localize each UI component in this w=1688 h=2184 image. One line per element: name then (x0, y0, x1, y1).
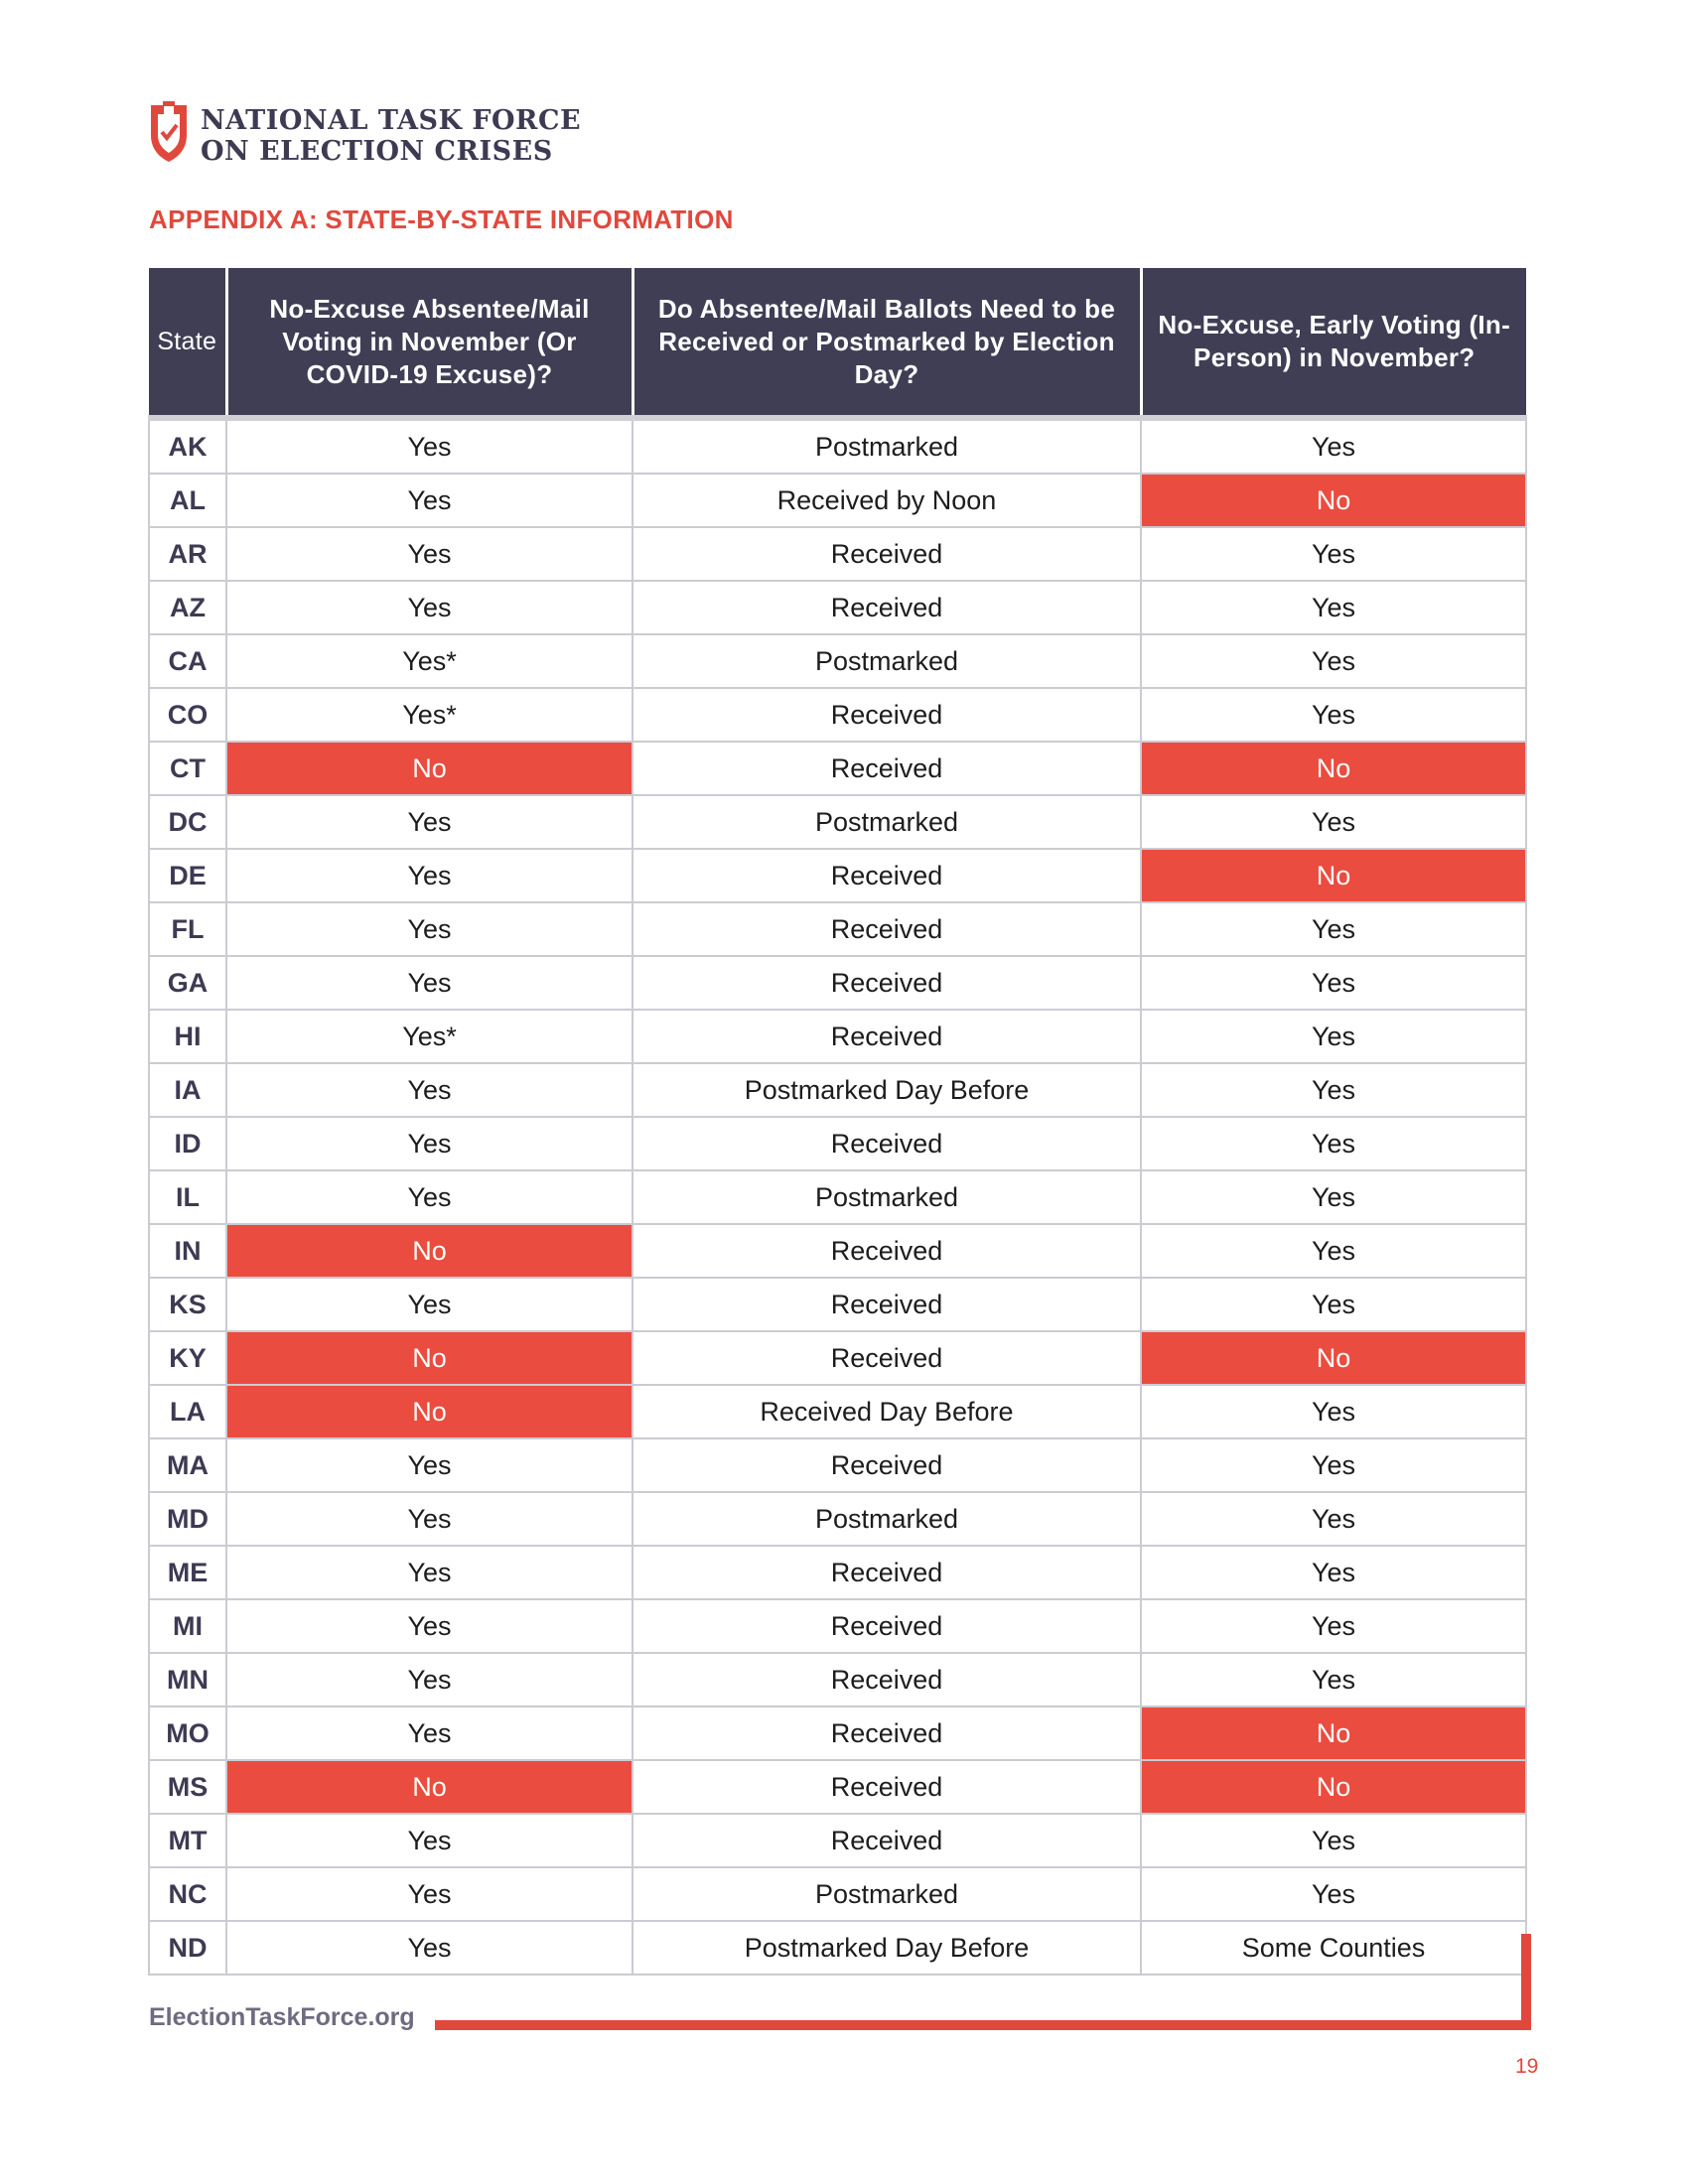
table-row (149, 1706, 1526, 1760)
state-cell: CO (149, 688, 226, 742)
mail-voting-cell: Yes (226, 1492, 633, 1546)
early-voting-cell: Yes (1141, 902, 1526, 956)
early-voting-cell: No (1141, 474, 1526, 527)
state-cell: DE (149, 849, 226, 902)
table-row (149, 1224, 1526, 1278)
state-cell: ME (149, 1546, 226, 1599)
ballot-shield-icon (147, 101, 191, 163)
state-cell: CT (149, 742, 226, 795)
early-voting-cell: Yes (1141, 1117, 1526, 1170)
early-voting-cell: Yes (1141, 1438, 1526, 1492)
state-cell: LA (149, 1385, 226, 1438)
mail-voting-cell: No (226, 1385, 633, 1438)
mail-voting-cell: Yes (226, 1867, 633, 1921)
early-voting-cell: Yes (1141, 1653, 1526, 1706)
table-row (149, 1814, 1526, 1867)
state-cell: IL (149, 1170, 226, 1224)
mail-voting-cell: No (226, 1760, 633, 1814)
received-postmarked-cell: Received (633, 1438, 1141, 1492)
mail-voting-cell: Yes (226, 1814, 633, 1867)
received-postmarked-cell: Received (633, 527, 1141, 581)
received-postmarked-cell: Received (633, 1653, 1141, 1706)
early-voting-cell: Yes (1141, 581, 1526, 634)
table-header-row (149, 268, 1526, 418)
table-row (149, 527, 1526, 581)
early-voting-cell: Yes (1141, 1224, 1526, 1278)
section-title: APPENDIX A: STATE-BY-STATE INFORMATION (149, 205, 734, 234)
state-cell: DC (149, 795, 226, 849)
mail-voting-cell: Yes (226, 474, 633, 527)
received-postmarked-cell: Received (633, 1546, 1141, 1599)
mail-voting-cell: Yes (226, 1170, 633, 1224)
early-voting-cell: No (1141, 1331, 1526, 1385)
early-voting-cell: No (1141, 849, 1526, 902)
brand-name-line1: NATIONAL TASK FORCE (201, 105, 582, 136)
table-row (149, 1599, 1526, 1653)
received-postmarked-cell: Postmarked (633, 795, 1141, 849)
mail-voting-cell: Yes (226, 1653, 633, 1706)
early-voting-cell: Yes (1141, 1010, 1526, 1063)
state-info-table (148, 268, 1527, 1976)
mail-voting-cell: Yes (226, 527, 633, 581)
received-postmarked-cell: Received (633, 688, 1141, 742)
table-row (149, 1653, 1526, 1706)
mail-voting-cell: Yes* (226, 688, 633, 742)
brand-name (201, 105, 581, 167)
brand-name-line2: ON ELECTION CRISES (201, 136, 553, 167)
received-postmarked-cell: Postmarked Day Before (633, 1921, 1141, 1975)
early-voting-cell: Yes (1141, 795, 1526, 849)
table-row (149, 1010, 1526, 1063)
received-postmarked-cell: Received (633, 1599, 1141, 1653)
state-cell: AL (149, 474, 226, 527)
received-postmarked-cell: Received (633, 956, 1141, 1010)
state-cell: HI (149, 1010, 226, 1063)
mail-voting-cell: No (226, 742, 633, 795)
table-row (149, 742, 1526, 795)
early-voting-cell: Yes (1141, 1599, 1526, 1653)
early-voting-cell: Yes (1141, 1546, 1526, 1599)
early-voting-cell: No (1141, 1760, 1526, 1814)
header-state: State (149, 268, 226, 418)
mail-voting-cell: Yes (226, 849, 633, 902)
mail-voting-cell: No (226, 1224, 633, 1278)
mail-voting-cell: Yes (226, 1546, 633, 1599)
early-voting-cell: Yes (1141, 1278, 1526, 1331)
state-cell: ND (149, 1921, 226, 1975)
received-postmarked-cell: Received (633, 742, 1141, 795)
received-postmarked-cell: Postmarked Day Before (633, 1063, 1141, 1117)
state-cell: MN (149, 1653, 226, 1706)
table-row (149, 1760, 1526, 1814)
table-row (149, 1385, 1526, 1438)
state-cell: MD (149, 1492, 226, 1546)
received-postmarked-cell: Received (633, 1814, 1141, 1867)
page-number: 19 (1515, 2055, 1539, 2078)
mail-voting-cell: Yes (226, 418, 633, 474)
received-postmarked-cell: Received (633, 581, 1141, 634)
state-cell: IA (149, 1063, 226, 1117)
received-postmarked-cell: Postmarked (633, 1867, 1141, 1921)
mail-voting-cell: Yes (226, 1117, 633, 1170)
mail-voting-cell: Yes (226, 581, 633, 634)
state-cell: FL (149, 902, 226, 956)
early-voting-cell: Yes (1141, 1170, 1526, 1224)
received-postmarked-cell: Postmarked (633, 418, 1141, 474)
table-row (149, 956, 1526, 1010)
table-row (149, 1438, 1526, 1492)
early-voting-cell: Some Counties (1141, 1921, 1526, 1975)
footer-url[interactable]: ElectionTaskForce.org (149, 2003, 415, 2031)
early-voting-cell: Yes (1141, 1385, 1526, 1438)
mail-voting-cell: Yes (226, 1063, 633, 1117)
table-row (149, 1921, 1526, 1975)
mail-voting-cell: Yes (226, 956, 633, 1010)
state-cell: KY (149, 1331, 226, 1385)
state-cell: ID (149, 1117, 226, 1170)
footer-divider (435, 2020, 1531, 2030)
state-cell: MS (149, 1760, 226, 1814)
table-row (149, 1867, 1526, 1921)
table-row (149, 1331, 1526, 1385)
mail-voting-cell: No (226, 1331, 633, 1385)
footer-corner-accent (1521, 1934, 1531, 2030)
early-voting-cell: Yes (1141, 1492, 1526, 1546)
table-row (149, 1492, 1526, 1546)
mail-voting-cell: Yes (226, 1706, 633, 1760)
mail-voting-cell: Yes (226, 902, 633, 956)
state-cell: CA (149, 634, 226, 688)
state-cell: MT (149, 1814, 226, 1867)
received-postmarked-cell: Received by Noon (633, 474, 1141, 527)
early-voting-cell: Yes (1141, 956, 1526, 1010)
table-row (149, 1546, 1526, 1599)
received-postmarked-cell: Received (633, 1331, 1141, 1385)
mail-voting-cell: Yes* (226, 1010, 633, 1063)
received-postmarked-cell: Postmarked (633, 1492, 1141, 1546)
header-mail-voting: No-Excuse Absentee/Mail Voting in November (Or COVID-19 Excuse)? (226, 268, 633, 418)
state-cell: GA (149, 956, 226, 1010)
brand-logo (147, 101, 582, 171)
early-voting-cell: Yes (1141, 1867, 1526, 1921)
header-received-postmarked: Do Absentee/Mail Ballots Need to be Received or Postmarked by Election Day? (633, 268, 1141, 418)
received-postmarked-cell: Postmarked (633, 1170, 1141, 1224)
received-postmarked-cell: Postmarked (633, 634, 1141, 688)
received-postmarked-cell: Received (633, 1706, 1141, 1760)
received-postmarked-cell: Received (633, 1224, 1141, 1278)
received-postmarked-cell: Received (633, 902, 1141, 956)
early-voting-cell: Yes (1141, 1814, 1526, 1867)
received-postmarked-cell: Received (633, 1760, 1141, 1814)
state-cell: MO (149, 1706, 226, 1760)
table-row (149, 1063, 1526, 1117)
early-voting-cell: Yes (1141, 634, 1526, 688)
table-row (149, 1170, 1526, 1224)
state-cell: MA (149, 1438, 226, 1492)
mail-voting-cell: Yes (226, 795, 633, 849)
state-cell: AK (149, 418, 226, 474)
state-cell: IN (149, 1224, 226, 1278)
state-cell: MI (149, 1599, 226, 1653)
table-body (149, 418, 1526, 1975)
table-row (149, 688, 1526, 742)
received-postmarked-cell: Received (633, 849, 1141, 902)
table-row (149, 795, 1526, 849)
received-postmarked-cell: Received (633, 1117, 1141, 1170)
early-voting-cell: No (1141, 1706, 1526, 1760)
table-row (149, 849, 1526, 902)
early-voting-cell: Yes (1141, 688, 1526, 742)
mail-voting-cell: Yes (226, 1921, 633, 1975)
mail-voting-cell: Yes (226, 1278, 633, 1331)
table-row (149, 474, 1526, 527)
received-postmarked-cell: Received (633, 1010, 1141, 1063)
early-voting-cell: Yes (1141, 527, 1526, 581)
mail-voting-cell: Yes (226, 1438, 633, 1492)
table-row (149, 1278, 1526, 1331)
table-row (149, 418, 1526, 474)
early-voting-cell: Yes (1141, 1063, 1526, 1117)
state-cell: AZ (149, 581, 226, 634)
mail-voting-cell: Yes (226, 1599, 633, 1653)
early-voting-cell: No (1141, 742, 1526, 795)
state-cell: AR (149, 527, 226, 581)
table-row (149, 581, 1526, 634)
mail-voting-cell: Yes* (226, 634, 633, 688)
table-row (149, 1117, 1526, 1170)
state-cell: KS (149, 1278, 226, 1331)
received-postmarked-cell: Received Day Before (633, 1385, 1141, 1438)
state-cell: NC (149, 1867, 226, 1921)
table-row (149, 634, 1526, 688)
header-early-voting: No-Excuse, Early Voting (In-Person) in November? (1141, 268, 1526, 418)
table-row (149, 902, 1526, 956)
early-voting-cell: Yes (1141, 418, 1526, 474)
received-postmarked-cell: Received (633, 1278, 1141, 1331)
